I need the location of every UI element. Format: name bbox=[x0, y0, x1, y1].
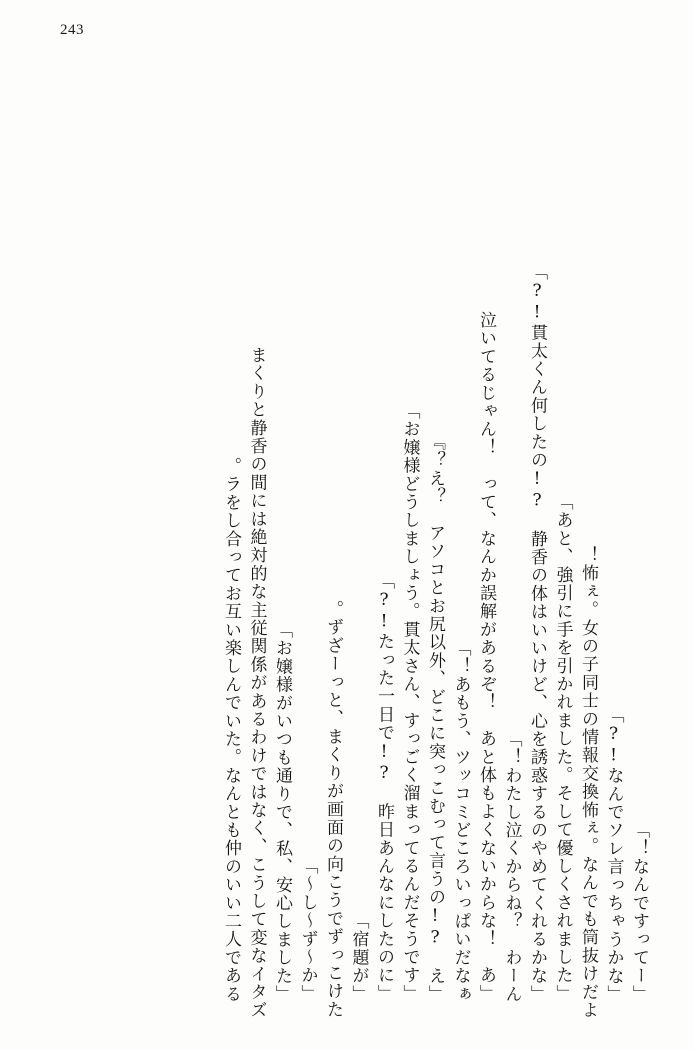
text-column: 怖ぇ。女の子同士の情報交換怖ぇ。なんでも筒抜けだよ！ bbox=[578, 545, 598, 1019]
vertical-text-body bbox=[38, 78, 649, 1019]
text-column: 「宿題が」 bbox=[348, 911, 369, 1003]
text-column: まくりと静香の間には絶対的な主従関係があるわけではなく、こうして変なイタズ bbox=[246, 345, 267, 1019]
text-column: 「なんですってー！」 bbox=[629, 820, 649, 1003]
text-column: 「なんでソレ言っちゃうかな!?」 bbox=[603, 705, 624, 1003]
text-column: 「貫太くん何したの!? 静香の体はいいけど、心を誘惑するのやめてくれるかな!?」 bbox=[527, 262, 547, 1003]
text-column: ラをし合ってお互い楽しんでいた。なんとも仲のいい二人である。 bbox=[221, 456, 241, 1003]
text-column: 「たった一日で!? 昨日あんなにしたのに!?」 bbox=[374, 572, 394, 1003]
text-column: ずざーっと、まくりが画面の向こうでずっこけた。 bbox=[323, 600, 343, 1019]
text-column: 「し～ず～か～」 bbox=[297, 857, 318, 1003]
text-column: 「あと、強引に手を引かれました。そして優しくされました」 bbox=[552, 493, 573, 1003]
text-column: 「泣いてるじゃん！ って、なんか誤解があるぞ！ あと体もよくないからな！ あ bbox=[476, 311, 496, 1003]
text-column: あもう、ツッコミどころいっぱいだなぁ！」 bbox=[450, 638, 471, 1003]
text-column: 「お嬢様がいつも通りで、私、安心しました」 bbox=[272, 620, 292, 1003]
text-column: わたし泣くからね？ わーん！」 bbox=[501, 729, 522, 1003]
text-column: 「お嬢様どうしましょう。貫太さん、すっごく溜まってるんだそうです」 bbox=[399, 402, 420, 1003]
page-number: 243 bbox=[60, 22, 84, 38]
text-column: 「え？ アソコとお尻以外、どこに突っこむって言うの!? え？』 bbox=[425, 432, 445, 1003]
